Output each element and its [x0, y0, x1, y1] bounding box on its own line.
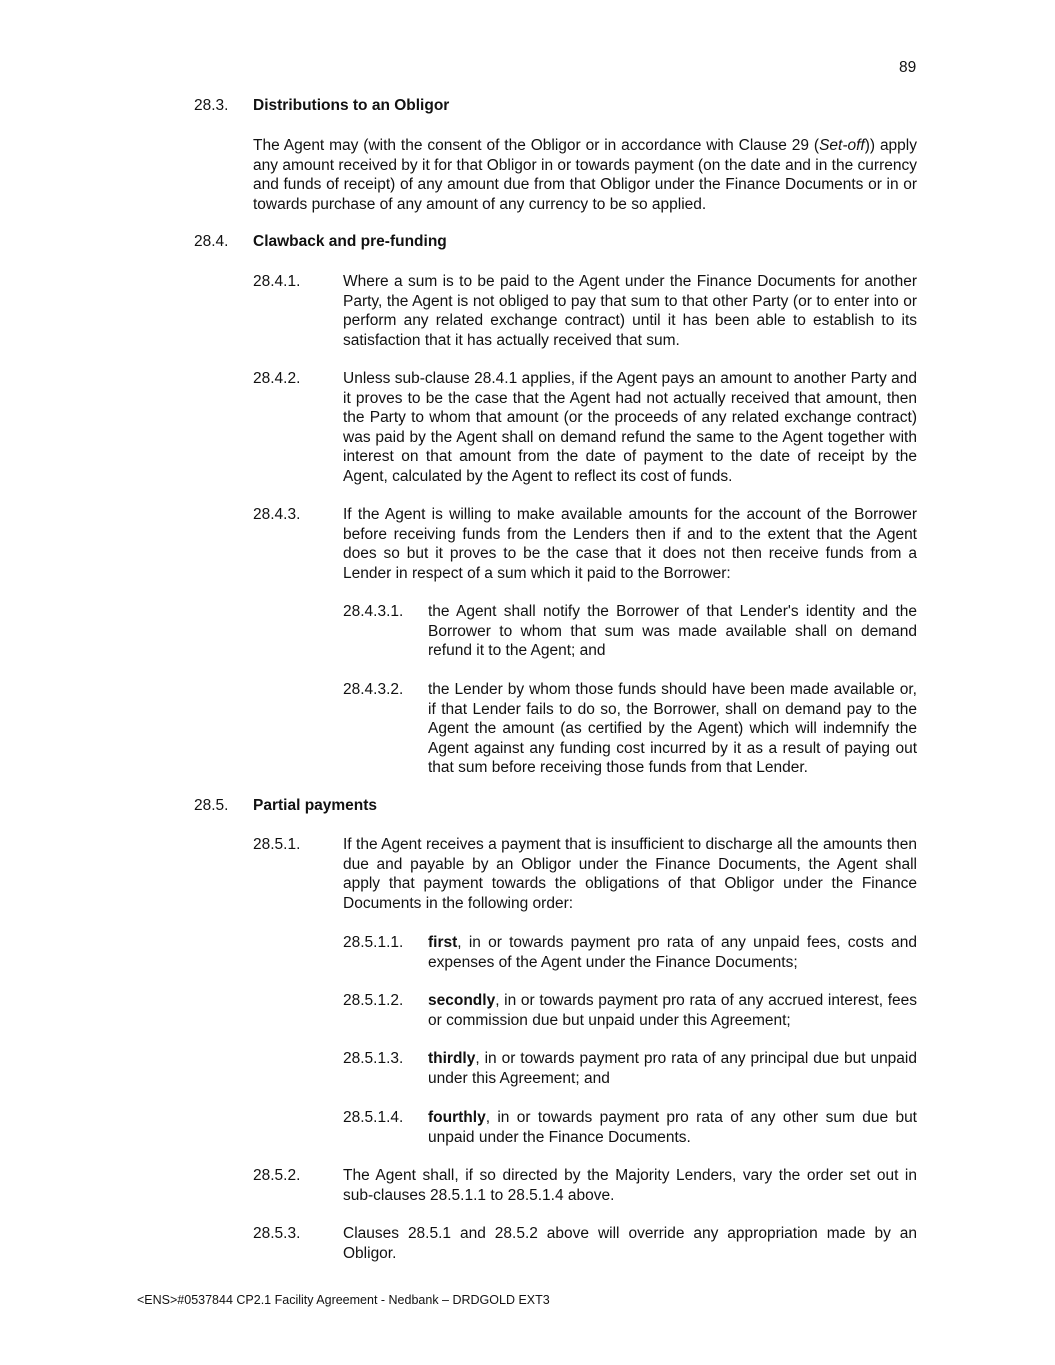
section-title: Partial payments [253, 797, 378, 814]
clause-text: Unless sub-clause 28.4.1 applies, if the Agent pays an amount to another Party and it proves to be the case that the Agent had not actually received that amount, then the Party to whom that amount (or the proceeds of any related exchange contract) was paid by the Agent shall on demand refund the same to the Agent together with interest on that amount from the date of payment to the date of receipt by the Agent, calculated by the Agent to reflect its cost of funds. [343, 370, 917, 485]
clause-text [428, 991, 917, 1030]
section-title: Clawback and pre-funding [253, 233, 447, 250]
clause-number: 28.5.3. [253, 1225, 301, 1242]
clause-number: 28.4.1. [253, 273, 301, 290]
order-keyword: secondly [428, 992, 496, 1009]
clause-text: the Lender by whom those funds should have been made available or, if that Lender fails to do so, the Borrower, shall on demand pay to the Agent the amount (as certified by the Agent) which will indemnify the Agent against any funding cost incurred by it as a result of paying out that sum before receiving those funds from that Lender. [428, 681, 917, 776]
text: , in or towards payment pro rata of any accrued interest, fees or commission due but unpaid under this Agreement; [428, 992, 917, 1029]
clause-number: 28.5.1. [253, 836, 301, 853]
clause-number: 28.4.3.2. [343, 681, 404, 698]
page-number: 89 [899, 59, 917, 76]
text: The Agent may (with the consent of the Obligor or in accordance with Clause 29 ( [253, 137, 820, 154]
clause-text: The Agent shall, if so directed by the Majority Lenders, vary the order set out in sub-clauses 28.5.1.1 to 28.5.1.4 above. [343, 1167, 917, 1204]
order-keyword: thirdly [428, 1050, 476, 1067]
clause-text [428, 1049, 917, 1088]
clause-number: 28.4.3.1. [343, 603, 404, 620]
clause-number: 28.5.1.4. [343, 1109, 404, 1126]
heading-28-5 [194, 797, 377, 815]
clause-text [428, 1108, 917, 1147]
emphasis: Set-off [819, 137, 865, 154]
clause-number: 28.5.1.3. [343, 1050, 404, 1067]
clause-number: 28.5.2. [253, 1167, 301, 1184]
section-number: 28.3. [194, 97, 229, 114]
section-title: Distributions to an Obligor [253, 97, 450, 114]
clause-text [428, 933, 917, 972]
clause-number: 28.4.2. [253, 370, 301, 387]
clause-text: Clauses 28.5.1 and 28.5.2 above will override any appropriation made by an Obligor. [343, 1225, 917, 1262]
clause-number: 28.5.1.2. [343, 992, 404, 1009]
clause-text: If the Agent receives a payment that is insufficient to discharge all the amounts then due and payable by an Obligor under the Finance Documents, the Agent shall apply that payment towards the obligations of that Obligor under the Finance Documents in the following order: [343, 836, 917, 912]
text: , in or towards payment pro rata of any principal due but unpaid under this Agreement; and [428, 1050, 917, 1087]
section-number: 28.4. [194, 233, 229, 250]
clause-text: Where a sum is to be paid to the Agent under the Finance Documents for another Party, the Agent is not obliged to pay that sum to that other Party (or to enter into or perform any related exchange contract) until it has been able to establish to its satisfaction that it has actually received that sum. [343, 273, 917, 349]
heading-28-4 [194, 233, 447, 251]
document-footer: <ENS>#0537844 CP2.1 Facility Agreement - Nedbank – DRDGOLD EXT3 [137, 1293, 550, 1307]
paragraph-28-3 [253, 136, 917, 214]
order-keyword: first [428, 934, 458, 951]
text: , in or towards payment pro rata of any other sum due but unpaid under the Finance Documents. [428, 1109, 917, 1146]
text: , in or towards payment pro rata of any unpaid fees, costs and expenses of the Agent under the Finance Documents; [428, 934, 917, 971]
heading-28-3 [194, 97, 449, 115]
clause-text: If the Agent is willing to make available amounts for the account of the Borrower before receiving funds from the Lenders then if and to the extent that the Agent does so but it proves to be the case that it does not then receive funds from a Lender in respect of a sum which it paid to the Borrower: [343, 506, 917, 582]
clause-number: 28.4.3. [253, 506, 301, 523]
order-keyword: fourthly [428, 1109, 486, 1126]
text: )) apply any amount received by it for that Obligor in or towards payment (on the date and in the currency and funds of receipt) of any amount due from that Obligor under the Finance Documents or in or towards purchase of any amount of any currency to be so applied. [253, 137, 917, 213]
section-number: 28.5. [194, 797, 229, 814]
clause-text: the Agent shall notify the Borrower of that Lender's identity and the Borrower to whom that sum was made available shall on demand refund it to the Agent; and [428, 603, 917, 659]
clause-number: 28.5.1.1. [343, 934, 404, 951]
